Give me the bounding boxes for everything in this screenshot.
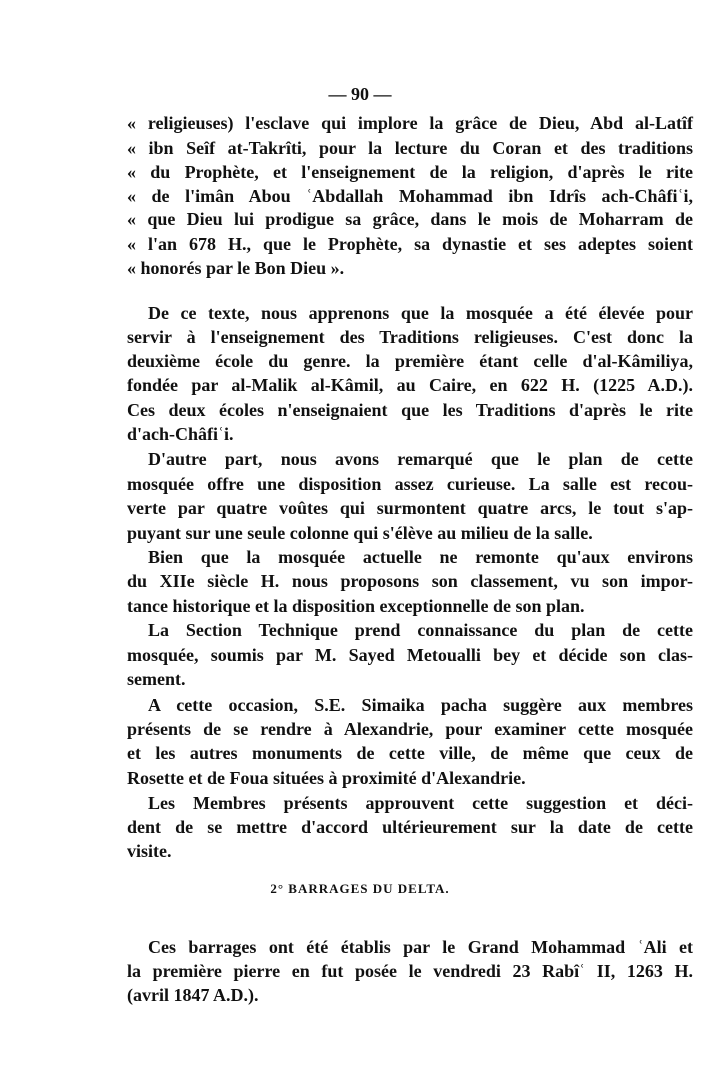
text-line: la première pierre en fut posée le vendredi 23 Rabîʿ II, 1263 H. [127, 961, 693, 981]
text-line: tance historique et la disposition exceptionnelle de son plan. [127, 596, 585, 616]
text-line: « ibn Seîf at-Takrîti, pour la lecture du Coran et des traditions [127, 138, 693, 158]
text-line: La Section Technique prend connaissance du plan de cette [148, 620, 693, 640]
text-line: verte par quatre voûtes qui surmontent quatre arcs, le tout s'ap- [127, 498, 693, 518]
text-line: servir à l'enseignement des Traditions religieuses. C'est donc la [127, 327, 693, 347]
text-line: D'autre part, nous avons remarqué que le plan de cette [148, 449, 693, 469]
text-line: Ces barrages ont été établis par le Grand Mohammad ʿAli et [148, 937, 693, 957]
text-line: d'ach-Châfiʿi. [127, 424, 234, 444]
page-number: — 90 — [328, 84, 392, 104]
text-line: « l'an 678 H., que le Prophète, sa dynastie et ses adeptes soient [127, 234, 693, 254]
text-line: mosquée, soumis par M. Sayed Metoualli bey et décide son clas- [127, 645, 693, 665]
text-line: mosquée offre une disposition assez curieuse. La salle est recou- [127, 474, 693, 494]
text-line: puyant sur une seule colonne qui s'élève au milieu de la salle. [127, 523, 593, 543]
text-line: « du Prophète, et l'enseignement de la religion, d'après le rite [127, 162, 693, 182]
text-line: Les Membres présents approuvent cette suggestion et déci- [148, 793, 693, 813]
text-line: (avril 1847 A.D.). [127, 985, 259, 1005]
text-line: « de l'imân Abou ʿAbdallah Mohammad ibn Idrîs ach-Châfiʿi, [127, 186, 693, 206]
text-line: « que Dieu lui prodigue sa grâce, dans le mois de Moharram de [127, 209, 693, 229]
text-line: Bien que la mosquée actuelle ne remonte qu'aux environs [148, 547, 693, 567]
text-line: et les autres monuments de cette ville, de même que ceux de [127, 743, 693, 763]
text-line: « honorés par le Bon Dieu ». [127, 258, 345, 278]
text-line: A cette occasion, S.E. Simaika pacha suggère aux membres [148, 695, 693, 715]
text-line: sement. [127, 669, 186, 689]
text-line: De ce texte, nous apprenons que la mosquée a été élevée pour [148, 303, 693, 323]
text-line: du XIIe siècle H. nous proposons son classement, vu son impor- [127, 571, 693, 591]
text-line: fondée par al-Malik al-Kâmil, au Caire, en 622 H. (1225 A.D.). [127, 375, 693, 395]
text-line: Ces deux écoles n'enseignaient que les Traditions d'après le rite [127, 400, 693, 420]
text-line: Rosette et de Foua situées à proximité d'Alexandrie. [127, 768, 526, 788]
text-line: deuxième école du genre. la première étant celle d'al-Kâmiliya, [127, 351, 693, 371]
text-line: visite. [127, 841, 172, 861]
text-line: « religieuses) l'esclave qui implore la grâce de Dieu, Abd al-Latîf [127, 113, 693, 133]
text-line: présents de se rendre à Alexandrie, pour examiner cette mosquée [127, 719, 693, 739]
section-heading: 2° BARRAGES DU DELTA. [270, 881, 450, 896]
text-line: dent de se mettre d'accord ultérieurement sur la date de cette [127, 817, 693, 837]
